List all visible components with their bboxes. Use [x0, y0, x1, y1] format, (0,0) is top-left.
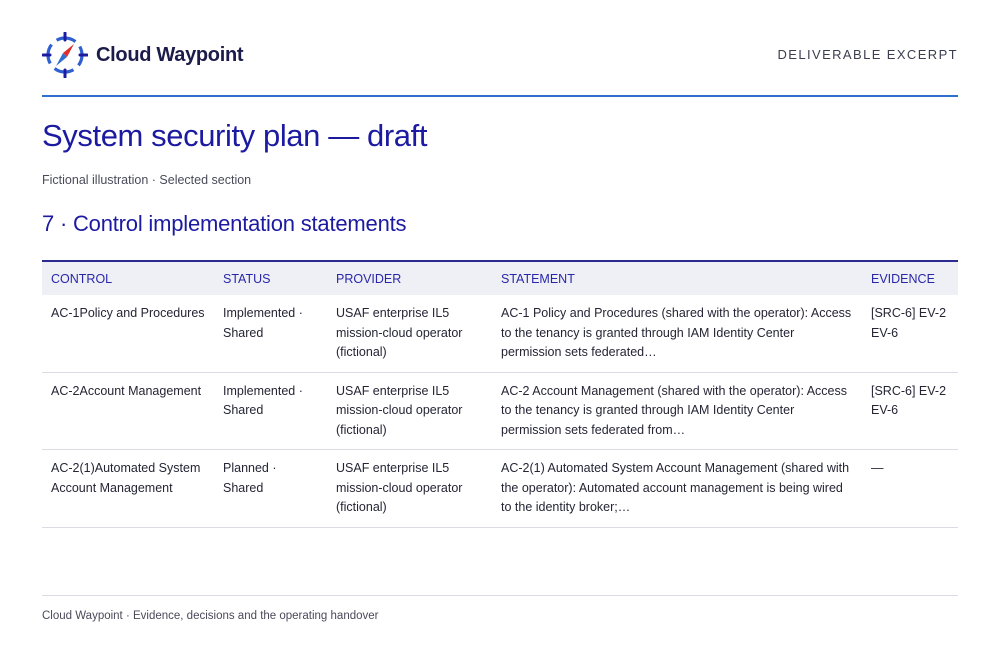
evidence-cell: — — [862, 450, 958, 528]
provider-cell: USAF enterprise IL5 mission-cloud operator (fictional) — [327, 450, 492, 528]
provider-cell: USAF enterprise IL5 mission-cloud operator (fictional) — [327, 372, 492, 450]
statement-cell: AC-2 Account Management (shared with the operator): Access to the tenancy is granted through IAM Identity Center permission sets federated from… — [492, 372, 862, 450]
column-header-provider: PROVIDER — [327, 261, 492, 295]
column-header-evidence: EVIDENCE — [862, 261, 958, 295]
evidence-cell: [SRC-6] EV-2 EV-6 — [862, 372, 958, 450]
control-cell: AC-2(1)Automated System Account Management — [42, 450, 214, 528]
column-header-status: STATUS — [214, 261, 327, 295]
control-cell: AC-2Account Management — [42, 372, 214, 450]
table-header-row — [42, 261, 958, 295]
column-header-control: CONTROL — [42, 261, 214, 295]
column-header-statement: STATEMENT — [492, 261, 862, 295]
status-cell: Planned · Shared — [214, 450, 327, 528]
statement-cell: AC-2(1) Automated System Account Management (shared with the operator): Automated account management is being wired to the identity broker;… — [492, 450, 862, 528]
document-header — [42, 32, 958, 97]
status-cell: Implemented · Shared — [214, 295, 327, 372]
controls-table — [42, 260, 958, 528]
table-row — [42, 372, 958, 450]
statement-cell: AC-1 Policy and Procedures (shared with the operator): Access to the tenancy is granted through IAM Identity Center permission sets federated… — [492, 295, 862, 372]
deliverable-tag: DELIVERABLE EXCERPT — [777, 47, 958, 62]
brand — [42, 32, 243, 78]
status-cell: Implemented · Shared — [214, 372, 327, 450]
brand-name: Cloud Waypoint — [96, 43, 244, 66]
page-title: System security plan — draft — [42, 118, 428, 153]
table-row — [42, 450, 958, 528]
compass-icon — [42, 32, 88, 78]
table-row — [42, 295, 958, 372]
control-cell: AC-1Policy and Procedures — [42, 295, 214, 372]
section-title: 7 · Control implementation statements — [42, 211, 407, 236]
page-subtitle: Fictional illustration · Selected section — [42, 173, 252, 187]
provider-cell: USAF enterprise IL5 mission-cloud operator (fictional) — [327, 295, 492, 372]
evidence-cell: [SRC-6] EV-2 EV-6 — [862, 295, 958, 372]
page-footer: Cloud Waypoint · Evidence, decisions and the operating handover — [42, 595, 958, 622]
